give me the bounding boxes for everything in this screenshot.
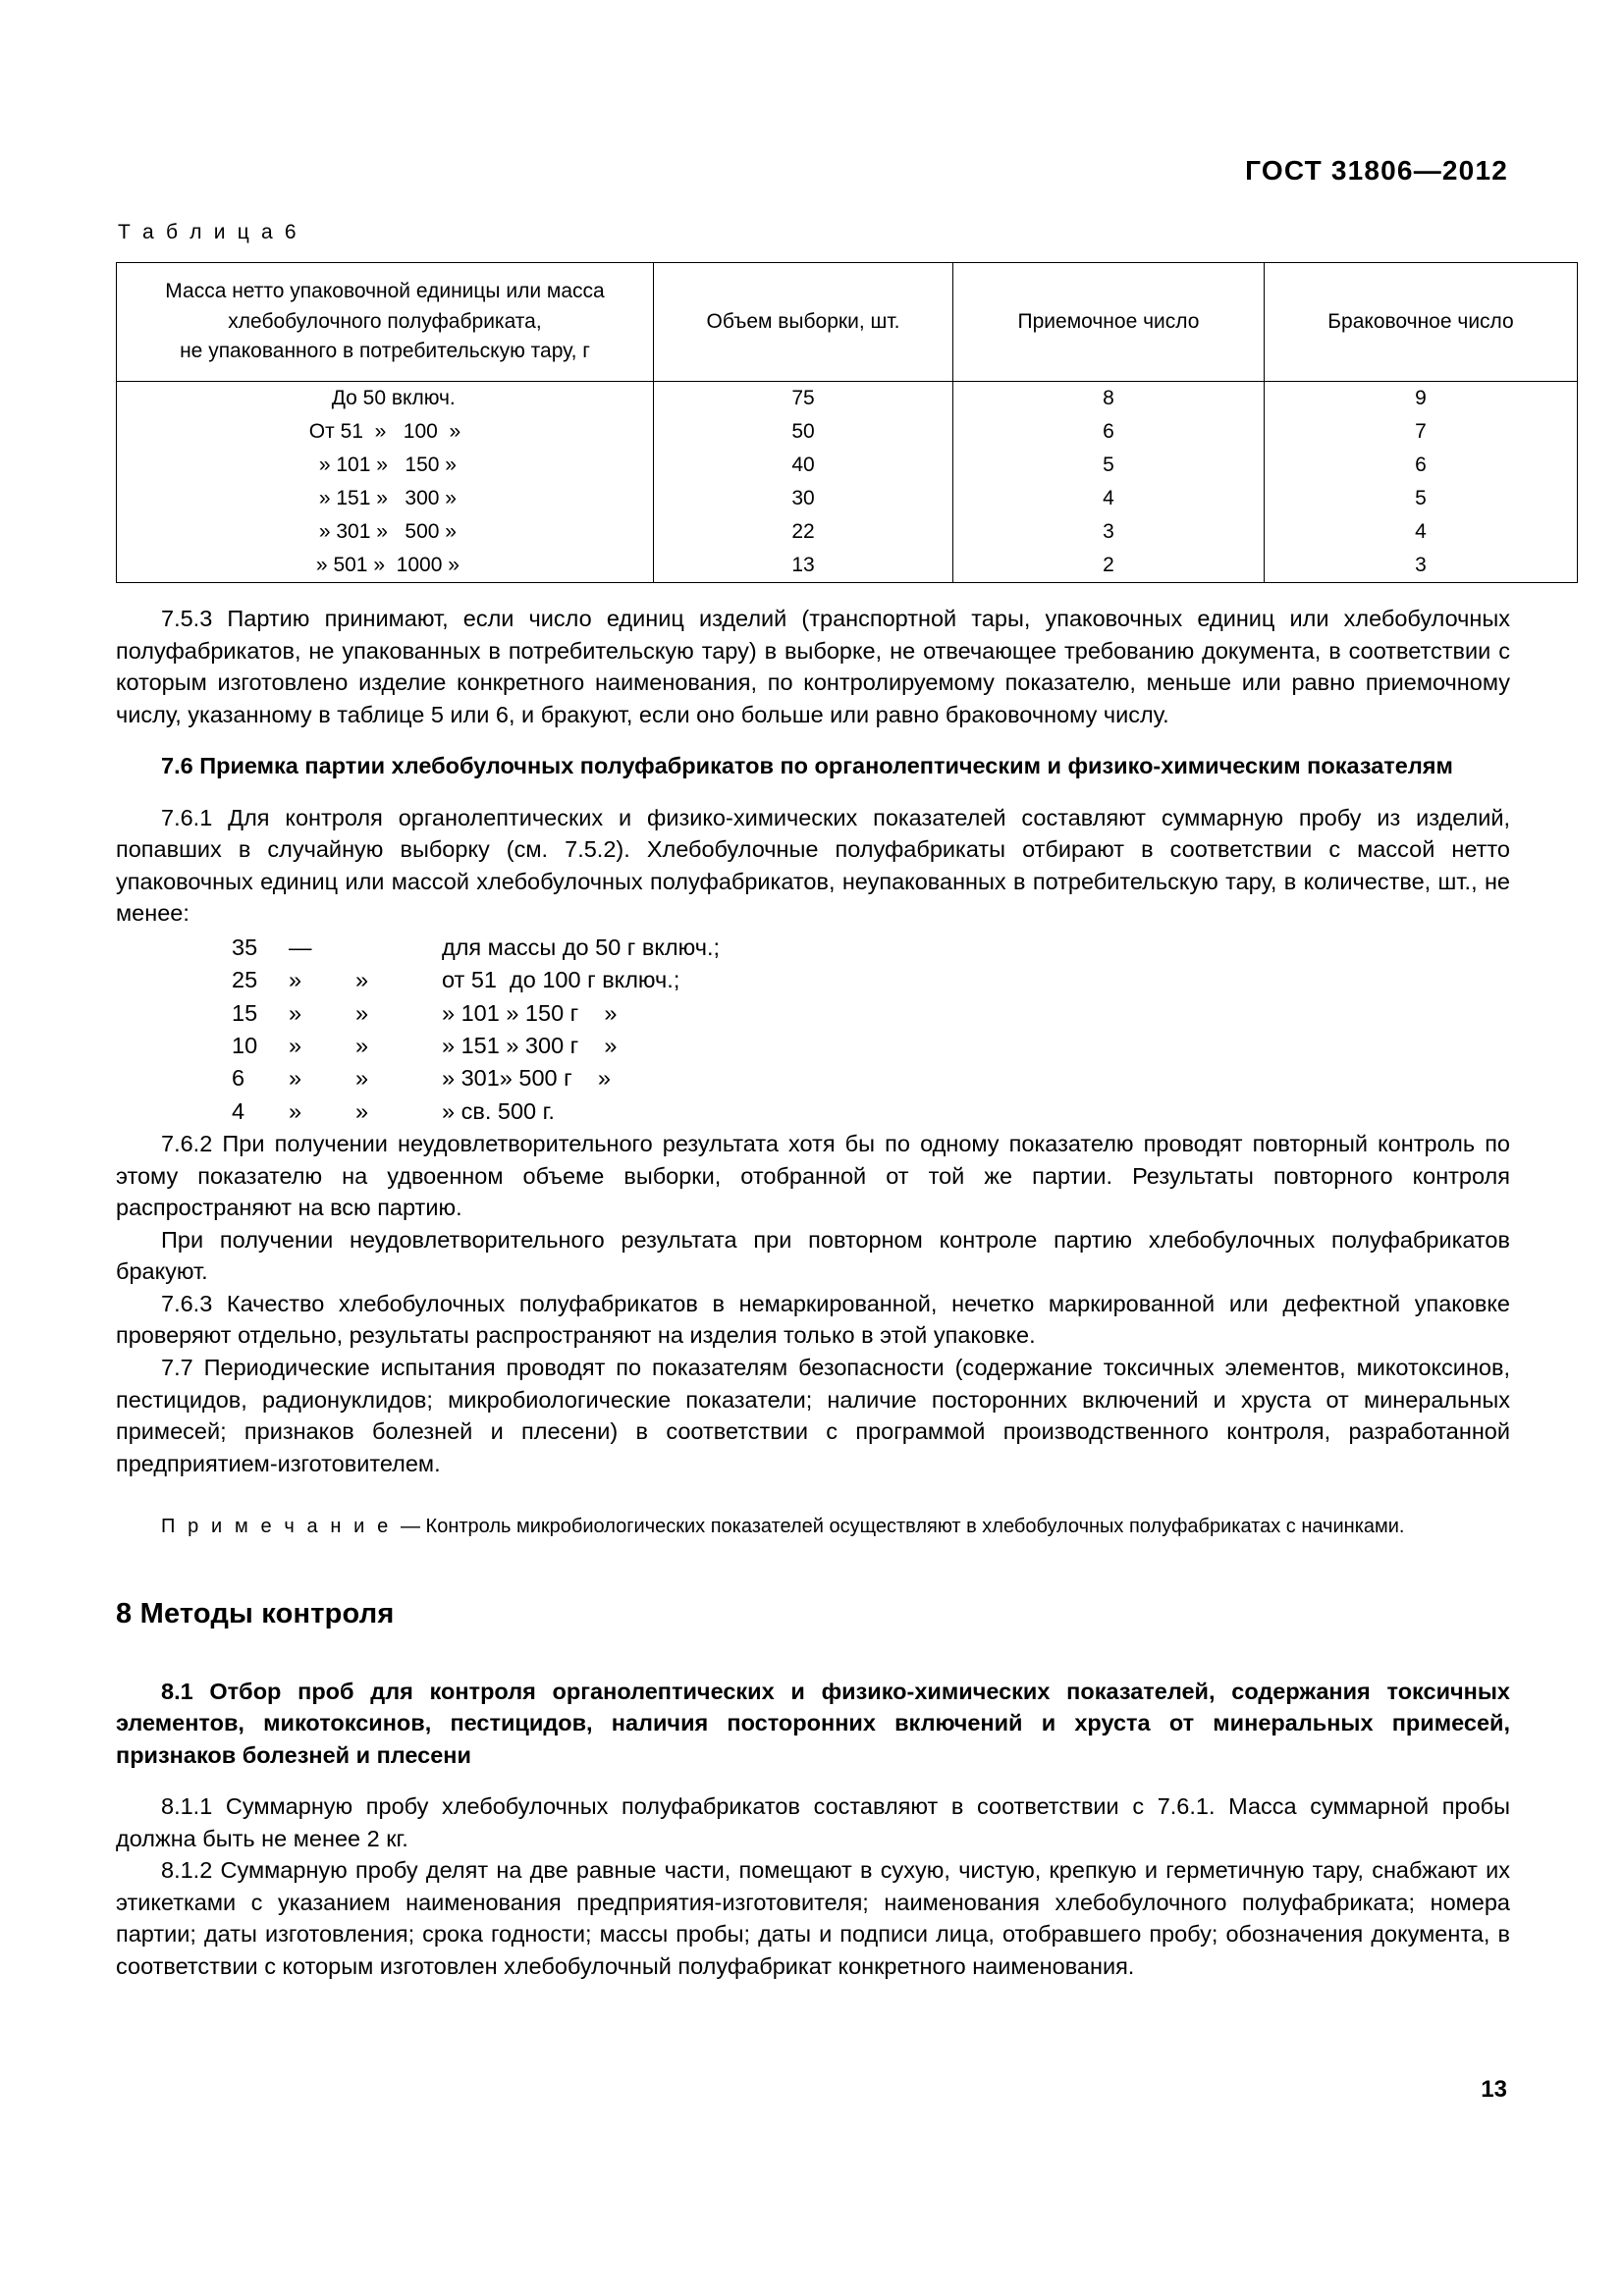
list-item: 6 [1103,420,1114,444]
list-item: 30 [791,487,815,510]
list-item: » 301 » 500 » [313,520,457,544]
list-item: » 151 » 300 » [313,487,457,510]
list-item: До 50 включ. [314,387,456,409]
quantity-value: 6 [232,1065,245,1092]
note-text: — Контроль микробиологических показателей осуществляют в хлебобулочных полуфабрикатах с начинками. [401,1516,1405,1538]
quantity-range: » 151 » 300 г » [442,1033,618,1059]
list-item: 2 [1103,554,1114,577]
note-block [116,1513,1510,1540]
table-header [117,263,1578,382]
quantity-range: » 101 » 150 г » [442,999,618,1026]
list-item: 50 [791,420,815,444]
paragraph-7-6-2: 7.6.2 При получении неудовлетворительного результата хотя бы по одному показателю проводят повторный контроль по этому показателю на удвоенном объеме выборки, отобранной от той же партии. Результаты повторного контроля распространяют на всю партию. [116,1131,1510,1221]
list-item: 7 [1415,420,1427,444]
quantity-value: 35 [232,934,258,961]
quantity-value: 4 [232,1097,245,1124]
column-header-rejection-number: Браковочное число [1265,263,1578,382]
list-item: 9 [1415,387,1427,409]
column-header-mass-line-2: хлебобулочного полуфабриката, [228,309,542,333]
quantity-dash: — [289,934,312,961]
quantity-list [116,932,1510,1128]
quantity-range: от 51 до 100 г включ.; [442,967,680,993]
acceptance-number-list [953,382,1264,582]
list-item: 6 [1415,454,1427,477]
heading-7-6: 7.6 Приемка партии хлебобулочных полуфабрикатов по органолептическим и физико-химическим показателям [161,753,1453,779]
quantity-dash: » [289,999,302,1026]
paragraph-7-6-2b: При получении неудовлетворительного результата при повторном контроле партию хлебобулочных полуфабрикатов бракуют. [116,1226,1510,1285]
list-item: » 101 » 150 » [313,454,457,477]
quantity-range: для массы до 50 г включ.; [442,934,721,961]
quantity-value: 25 [232,967,258,993]
column-header-mass [117,263,654,382]
list-item: 5 [1103,454,1114,477]
quantity-repeat: » [355,1065,369,1092]
list-item: 5 [1415,487,1427,510]
mass-range-list [117,382,653,582]
list-item: 22 [791,520,815,544]
paragraph-7-6-3: 7.6.3 Качество хлебобулочных полуфабрикатов в немаркированной, нечетко маркированной или дефектной упаковке проверяют отдельно, результаты распространяют на изделия только в этой упаковке. [116,1290,1510,1349]
table-body [117,382,1578,583]
spacer [116,1541,1510,1598]
page-number: 13 [1481,2076,1507,2103]
quantity-value: 10 [232,1033,258,1059]
cell-acceptance-numbers [953,382,1265,583]
quantity-repeat: » [355,999,369,1026]
list-item [116,1062,1510,1095]
spacer [116,1479,1510,1513]
list-item [116,1095,1510,1128]
list-item: 4 [1103,487,1114,510]
spacer [116,583,1510,603]
column-header-mass-line-1: Масса нетто упаковочной единицы или масса [165,280,605,303]
list-item: 75 [791,387,815,409]
list-item: От 51 » 100 » [308,420,461,444]
paragraph-8-1-1: 8.1.1 Суммарную пробу хлебобулочных полуфабрикатов составляют в соответствии с 7.6.1. Масса суммарной пробы должна быть не менее 2 кг. [116,1793,1510,1851]
paragraph-7-6-1: 7.6.1 Для контроля органолептических и физико-химических показателей составляют суммарную пробу из изделий, попавших в случайную выборку (см. 7.5.2). Хлебобулочные полуфабрикаты отбирают в соответствии с массой нетто упаковочных единиц или массой хлебобулочных полуфабрикатов, неупакованных в потребительскую тару, в количестве, шт., не менее: [116,804,1510,927]
quantity-dash: » [289,1065,302,1092]
quantity-repeat: » [355,967,369,993]
quantity-dash: » [289,1033,302,1059]
list-item [116,932,1510,964]
quantity-dash: » [289,967,302,993]
table-row [117,382,1578,583]
column-header-mass-line-3: не упакованного в потребительскую тару, г [180,340,590,363]
quantity-range: » 301» 500 г » [442,1065,611,1092]
cell-mass-ranges [117,382,654,583]
sampling-table [116,262,1578,583]
column-header-acceptance-number: Приемочное число [953,263,1265,382]
heading-section-8: 8 Методы контроля [116,1597,395,1629]
paragraph-7-7: 7.7 Периодические испытания проводят по показателям безопасности (содержание токсичных элементов, микотоксинов, пестицидов, радионуклидов; микробиологические показатели; наличие посторонних включений и хруста от минеральных примесей; признаков болезней и плесени) в соответствии с программой производственного контроля, разработанной предприятием-изготовителем. [116,1355,1510,1476]
list-item: 8 [1103,387,1114,409]
page-content [116,221,1514,1983]
list-item [116,1030,1510,1062]
standard-header: ГОСТ 31806—2012 [1245,155,1508,186]
paragraph-8-1-2: 8.1.2 Суммарную пробу делят на две равные части, помещают в сухую, чистую, крепкую и герметичную тару, снабжают их этикетками с указанием наименования предприятия-изготовителя; наименования хлебобулочного полуфабриката; номера партии; даты изготовления; срока годности; массы пробы; даты и подписи лица, отобравшего пробу; обозначения документа, в соответствии с которым изготовлен хлебобулочный полуфабрикат конкретного наименования. [116,1857,1510,1979]
list-item: 3 [1415,554,1427,577]
spacer [116,782,1510,802]
note-label: П р и м е ч а н и е [161,1516,401,1538]
quantity-value: 15 [232,999,258,1026]
list-item: 3 [1103,520,1114,544]
table-header-row [117,263,1578,382]
list-item [116,997,1510,1030]
list-item: 4 [1415,520,1427,544]
rejection-number-list [1265,382,1577,582]
list-item [116,964,1510,996]
list-item: » 501 » 1000 » [310,554,460,577]
quantity-range: » св. 500 г. [442,1097,555,1124]
sample-size-list [654,382,952,582]
table-caption: Т а б л и ц а 6 [118,221,299,243]
quantity-dash: » [289,1097,302,1124]
list-item: 40 [791,454,815,477]
quantity-repeat: » [355,1033,369,1059]
spacer [116,1630,1510,1676]
quantity-repeat: » [355,1097,369,1124]
spacer [116,730,1510,750]
column-header-sample-size: Объем выборки, шт. [654,263,953,382]
cell-sample-sizes [654,382,953,583]
heading-8-1: 8.1 Отбор проб для контроля органолептических и физико-химических показателей, содержания токсичных элементов, микотоксинов, пестицидов, наличия посторонних включений и хруста от минеральных примесей, признаков болезней и плесени [116,1678,1510,1768]
cell-rejection-numbers [1265,382,1578,583]
list-item: 13 [791,554,815,577]
paragraph-7-5-3: 7.5.3 Партию принимают, если число единиц изделий (транспортной тары, упаковочных единиц или хлебобулочных полуфабрикатов, не упакованных в потребительскую тару) в выборке, не отвечающее требованию документа, в соответствии с которым изготовлено изделие конкретного наименования, по контролируемому показателю, меньше или равно приемочному числу, указанному в таблице 5 или 6, и бракуют, если оно больше или равно браковочному числу. [116,606,1510,727]
spacer [116,1771,1510,1790]
